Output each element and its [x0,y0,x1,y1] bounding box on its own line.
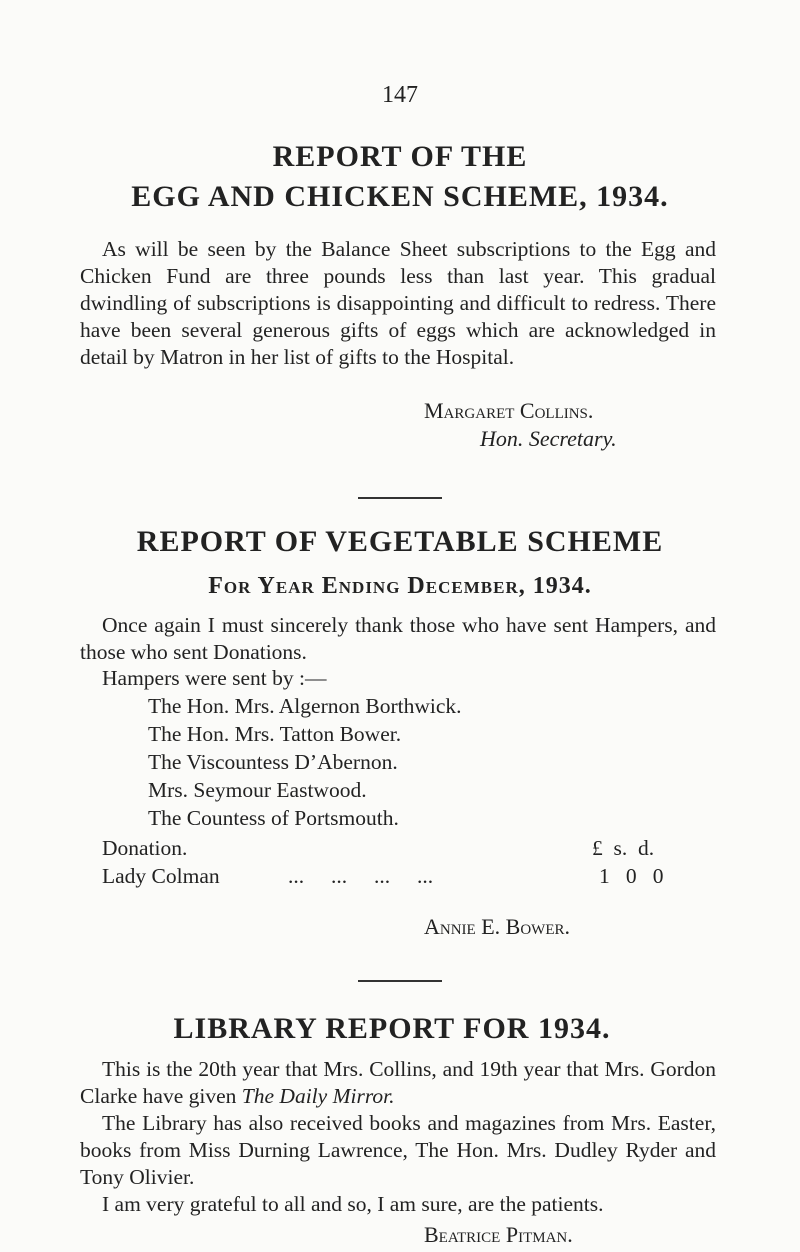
donor-name: Lady Colman [102,864,220,888]
hamper-donor: The Viscountess D’Abernon. [148,750,398,774]
hamper-donor: The Countess of Portsmouth. [148,806,399,830]
library-report-paragraph-2: The Library has also received books and magazines from Mrs. Easter, books from Miss Durning Lawrence, The Hon. Mrs. Dudley Ryder and Tony Olivier. [80,1111,716,1189]
newspaper-title: The Daily Mirror. [241,1084,395,1108]
leader-dots: ... ... ... ... [288,864,434,888]
hampers-label: Hampers were sent by :— [102,666,327,690]
egg-report-signature-title: Hon. Secretary. [480,426,617,451]
currency-header: £ s. d. [592,836,655,860]
library-report-paragraph-1 [80,1056,716,1110]
vegetable-report-title: REPORT OF VEGETABLE SCHEME [136,525,664,558]
egg-report-signature-name: Margaret Collins. [424,398,594,423]
library-report-paragraph-3: I am very grateful to all and so, I am sure, are the patients. [102,1192,604,1216]
egg-report-title-line2: EGG AND CHICKEN SCHEME, 1934. [131,180,669,213]
library-report-signature: Beatrice Pitman. [424,1222,573,1247]
vegetable-report-subtitle: For Year Ending December, 1934. [208,573,592,599]
donor-amount: 1 0 0 [599,864,664,888]
vegetable-report-intro: Once again I must sincerely thank those who have sent Hampers, and those who sent Donations. [80,613,716,664]
hamper-donor: The Hon. Mrs. Tatton Bower. [148,722,402,746]
page-number: 147 [382,82,418,108]
egg-report-title-line1: REPORT OF THE [272,140,528,173]
library-report-title: LIBRARY REPORT FOR 1934. [173,1012,611,1045]
hamper-donor: Mrs. Seymour Eastwood. [148,778,367,802]
section-divider [358,497,442,499]
vegetable-report-signature: Annie E. Bower. [424,914,570,939]
section-divider [358,980,442,982]
library-report-paragraph-1-text: This is the 20th year that Mrs. Collins, and 19th year that Mrs. Gordon Clarke have given [80,1057,716,1108]
donation-label: Donation. [102,836,188,860]
hamper-donor: The Hon. Mrs. Algernon Borthwick. [148,694,462,718]
egg-report-body: As will be seen by the Balance Sheet subscriptions to the Egg and Chicken Fund are three pounds less than last year. This gradual dwindling of subscriptions is disappointing and difficult to redress. There have been several generous gifts of eggs which are acknowledged in detail by Matron in her list of gifts to the Hospital. [80,237,716,369]
